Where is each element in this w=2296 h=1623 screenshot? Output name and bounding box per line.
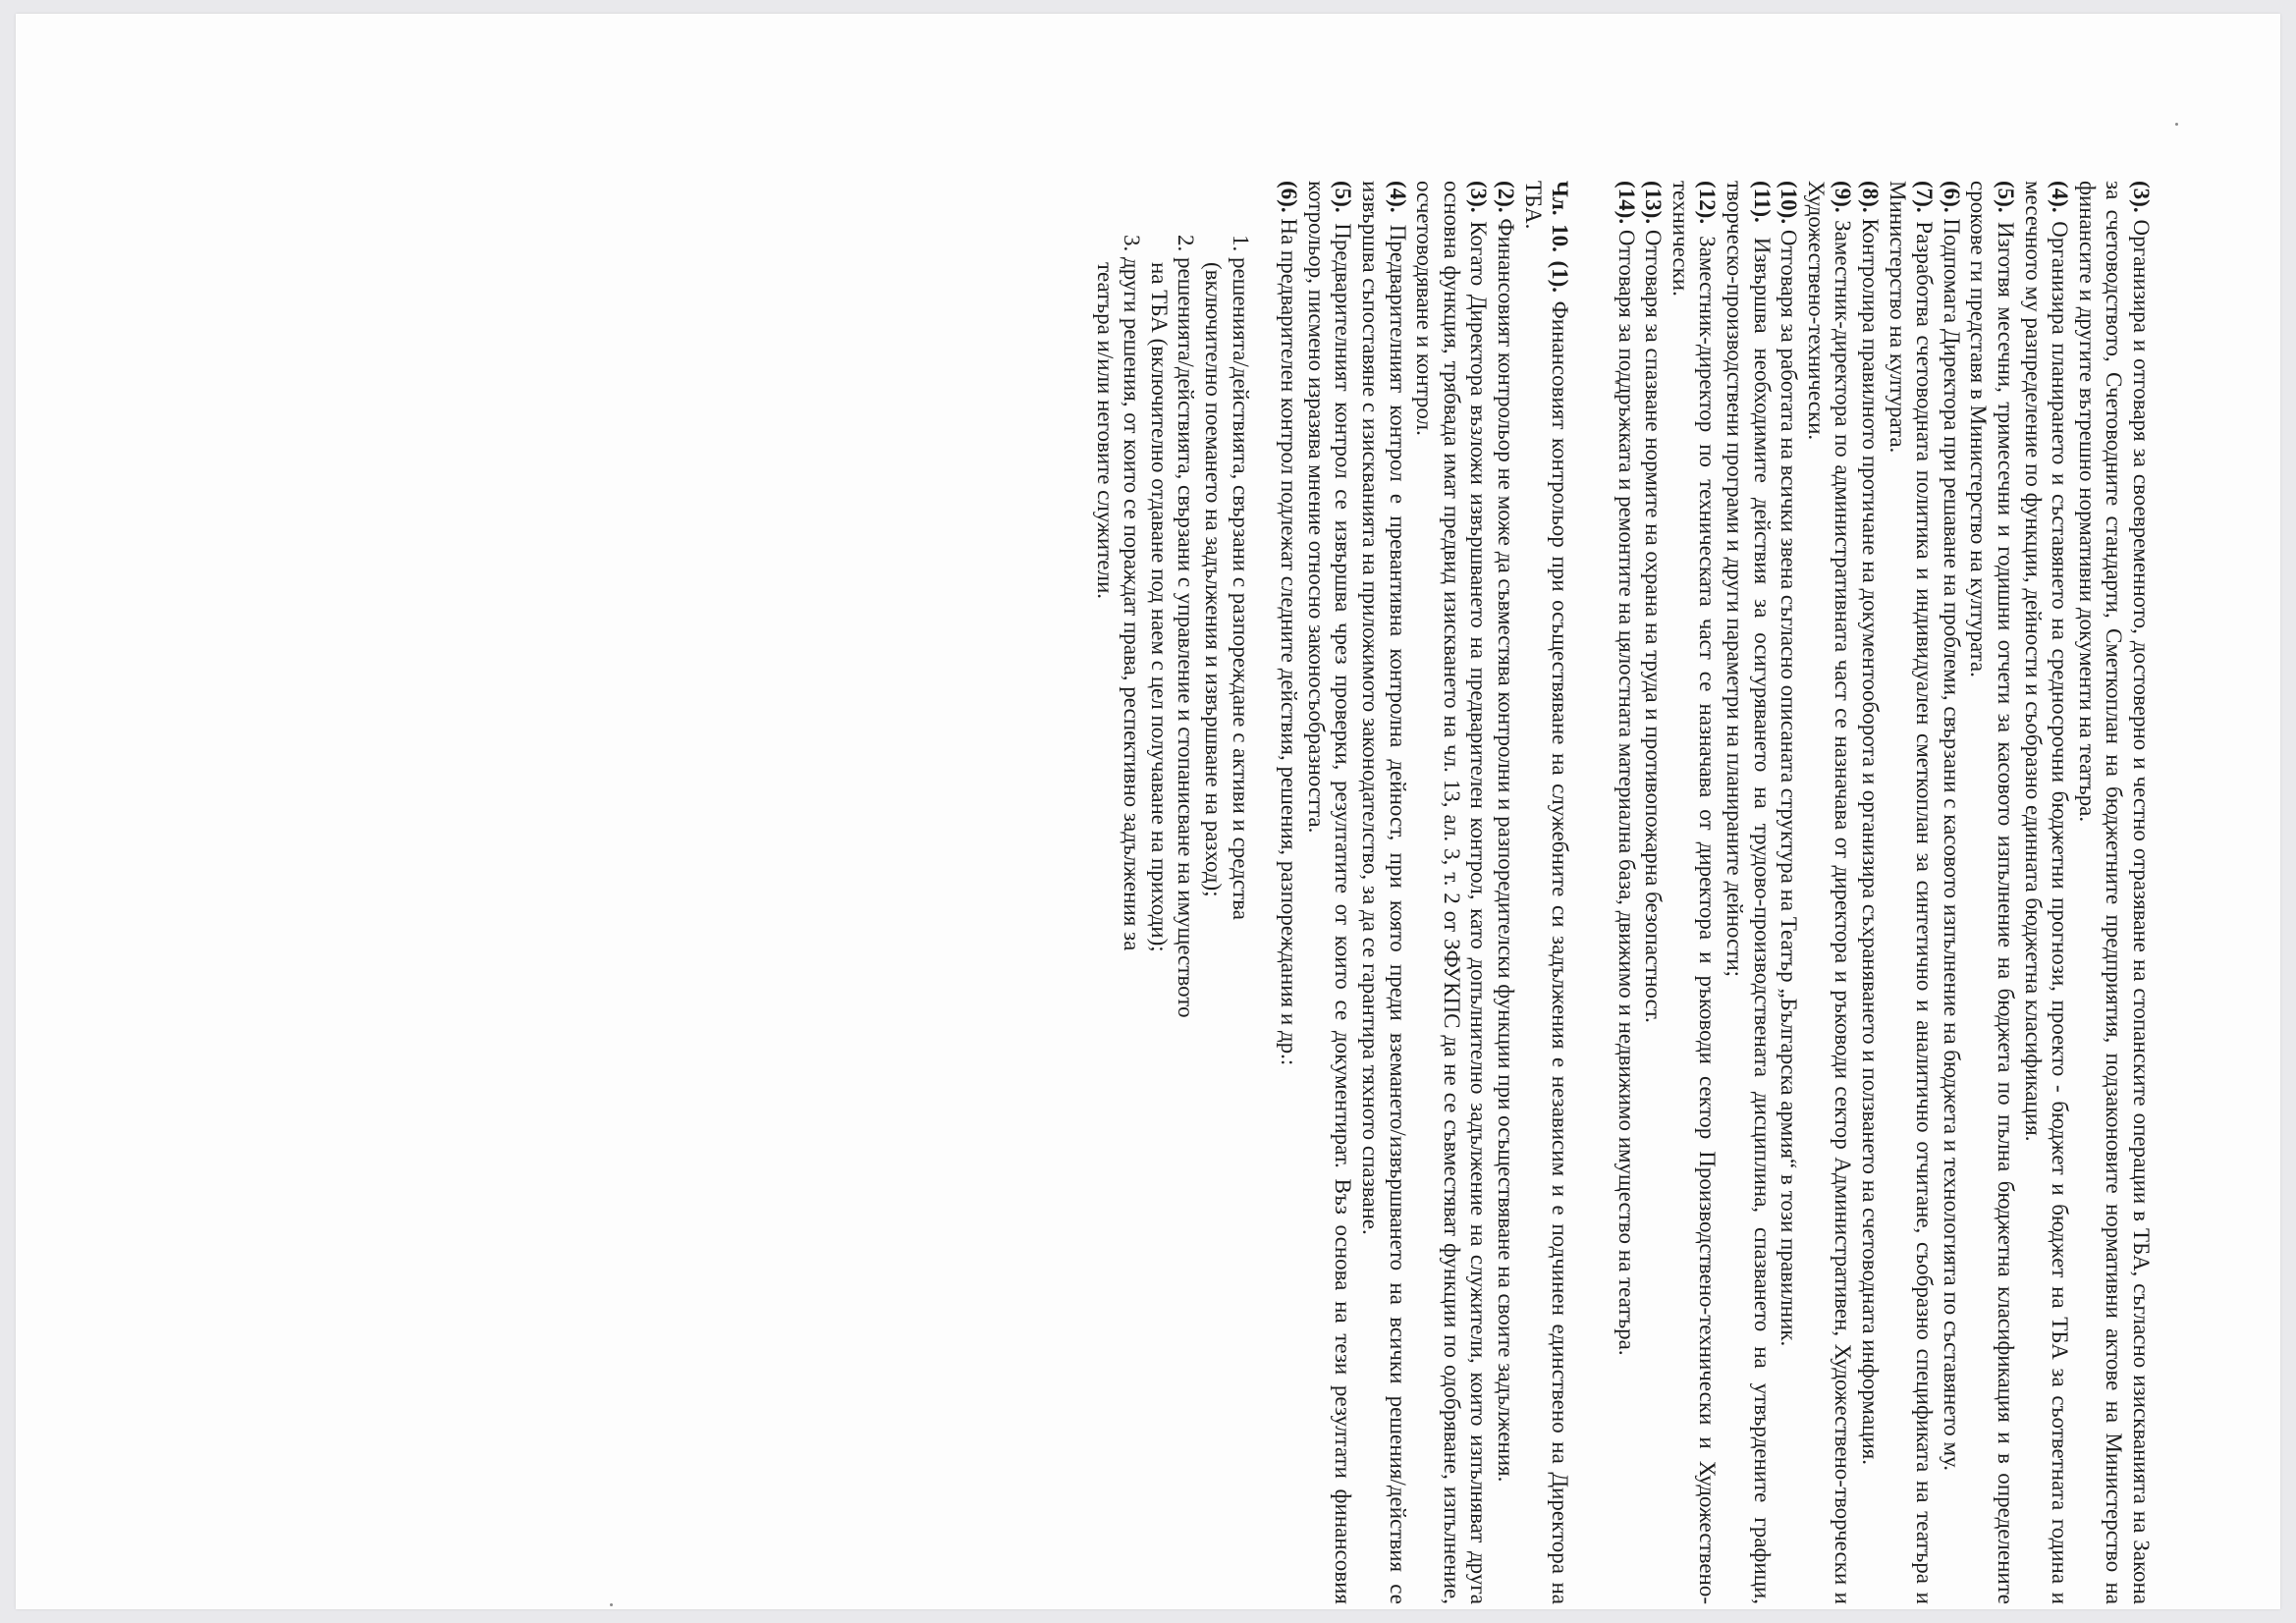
list-item-2: 2. решенията/действията, свързани с управление и стопанисване на имуществото — [1174, 235, 1199, 1018]
numbered-list — [1091, 181, 1254, 1604]
paragraph-3: (3). Организира и отговаря за своевременното, достоверно и честно отразяване на стопанските операции в ТБА, съгласно изискванията на Закона за счетоводството, Счетоводните стандарти, Сметкоплан на бюджетните предприятия, подзаконовите нормативни актове на Министерство на финансите и другите вътрешно нормативни документи на театъра. — [2074, 181, 2154, 1604]
paragraph-5: (5). Изготвя месечни, тримесечни и годишни отчети за касовото изпълнение на бюджета по пълна бюджетна класификация и в определените срокове ги представя в Министерство на културата. — [1966, 181, 2019, 1604]
paragraph-13: (13). Отговаря за спазване нормите на охрана на труда и противопожарна безопастност. — [1641, 181, 1667, 1023]
list-item-1: 1. решенията/действията, свързани с разпореждане с активи и средства — [1228, 235, 1253, 920]
rotated-text-body — [132, 181, 2155, 1604]
article-10-paragraph-2: (2). Финансовият контрольор не може да съвместява контролни и разпоредителски функции при осъществяване на своите задължения. — [1493, 181, 1518, 1483]
article-10 — [1276, 181, 1574, 1604]
paragraph-9: (9). Заместник-директора по административната част се назначава от директора и ръководи сектор Административен, Художествено-творчески и Художествено-технически. — [1803, 181, 1856, 1604]
list-item-3-continuation: театъра и/или неговите служители. — [1092, 262, 1118, 600]
list-item-2-continuation: на ТБА (включително отдаване под наем с цел получаване на приходи); — [1146, 262, 1172, 952]
article-10-heading: Чл. 10. — [1548, 181, 1573, 252]
paragraph-11: (11). Извършва необходимите действия за осигуряването на трудово-производствената дисциплина, спазването на утвърдените графици, творческо-производствени програми и други параметри на планираните дейности; — [1722, 181, 1775, 1604]
list-item-1-continuation: (включително поемането на задължения и извършване на разход); — [1201, 262, 1226, 897]
article-10-paragraph-6: (6). На предварителен контрол подлежат следните действия, решения, разпореждания и др.: — [1277, 181, 1302, 1066]
paragraph-4: (4). Организира планирането и съставянето на средносрочни бюджетни прогнози, проекто - бюджет и бюджет на ТБА за съответната година и месечното му разпределение по функции, дейности и съобразно единната бюджетна класификация. — [2020, 181, 2073, 1604]
list-item-3: 3. други решения, от които се пораждат права, респективно задължения за — [1120, 235, 1145, 951]
paragraph-12: (12). Заместник-директор по техническата част се назначава от директора и ръководи сектор Производствено-технически и Художествено-технически. — [1667, 181, 1721, 1604]
paragraph-group-a — [1613, 181, 2155, 1604]
paragraph-7: (7). Разработва счетоводната политика и индивидуален сметкоплан за синтетично и аналитично отчитане, съобразно спецификата на театъра и Министерство на културата. — [1885, 181, 1938, 1604]
paragraph-6: (6). Подпомага Директора при решаване на проблеми, свързани с касовото изпълнение на бюджета и технологията по съставянето му. — [1939, 181, 1964, 1471]
article-10-paragraph-1: Чл. 10. (1). Финансовият контрольор при осъществяване на служебните си задължения е независим и е подчинен единствено на Директора на ТБА. — [1520, 181, 1573, 1604]
paragraph-8: (8). Контролира правилното протичане на документооборота и организира съхраняването и ползването на счетоводната информация. — [1858, 181, 1884, 1465]
paragraph-14: (14). Отговаря за поддръжката и ремонтите на цялостната материална база, движимо и недвижимо имущество на театъра. — [1613, 181, 1639, 1356]
scanned-page — [16, 14, 2280, 1609]
article-10-paragraph-5: (5). Предварителният контрол се извършва чрез проверки, резултатите от които се документират. Въз основа на тези резултати финансовия котрольор, писмено изразява мнение относно законосъобразността. — [1303, 181, 1356, 1604]
article-10-paragraph-3: (3). Когато Директора възложи извършването на предварителен контрол, като допълнително задължение на служители, които изпълняват друга основна функция, трябвада имат предвид изискването на чл. 13, ал. 3, т. 2 от ЗФУКПС да не се съвместяват функции по одобряване, изпълнение, осчетоводяване и контрол. — [1412, 181, 1492, 1604]
paragraph-10: (10). Отговаря за работата на всички звена съгласно описаната структура на Театър „Българска армия“ в този правилник. — [1777, 181, 1802, 1347]
article-10-paragraph-4: (4). Предварителният контрол е превантивна контролна дейност, при която преди вземането/извършването на всички решения/действия се извършва съпоставяне с изискванията на приложимото законодателство, за да се гарантира тяхното спазване. — [1357, 181, 1410, 1604]
scan-speck — [2175, 123, 2178, 126]
section-gap — [1573, 181, 1613, 1604]
